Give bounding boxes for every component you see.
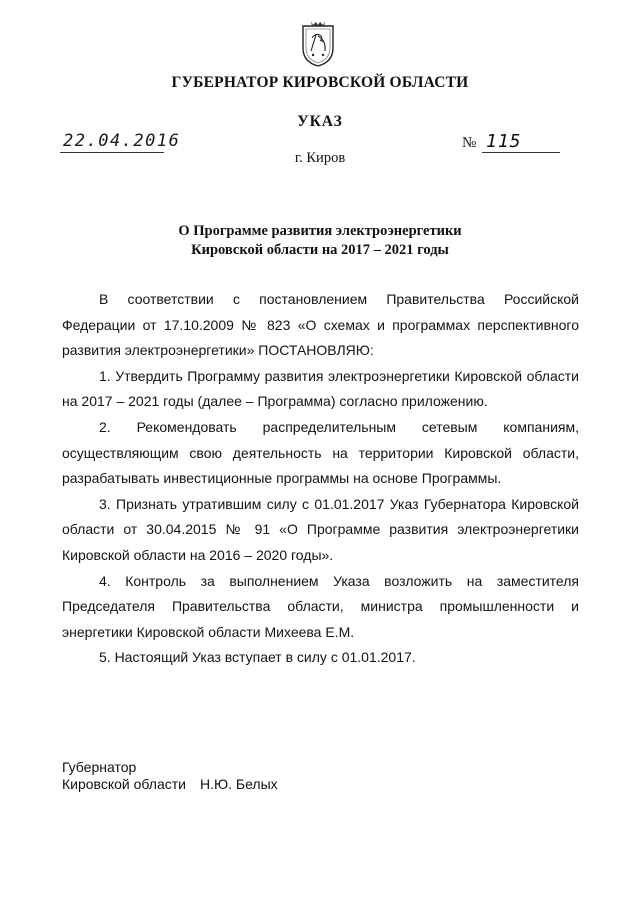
body-item: 4. Контроль за выполнением Указа возложить на заместителя Председателя Правительства области, министра промышленности и энергетики Кировской области Михеева Е.М.: [62, 572, 579, 640]
document-date: 22.04.2016: [63, 131, 181, 151]
signatory-org: Кировской области: [62, 776, 186, 792]
body-item: 1. Утвердить Программу развития электроэнергетики Кировской области на 2017 – 2021 годы (далее – Программа) согласно приложению.: [62, 367, 579, 410]
signatory-name: Н.Ю. Белых: [200, 776, 278, 792]
city: г. Киров: [294, 150, 346, 166]
document-type: УКАЗ: [297, 113, 343, 130]
body-item: 5. Настоящий Указ вступает в силу с 01.01.2017.: [99, 649, 416, 666]
body-item: 3. Признать утратившим силу с 01.01.2017 Указ Губернатора Кировской области от 30.04.2015 № 91 «О Программе развития электроэнергетики Кировской области на 2016 – 2020 годы».: [62, 495, 579, 563]
coat-of-arms-icon: [299, 18, 337, 68]
preamble: В соответствии с постановлением Правительства Российской Федерации от 17.10.2009 № 823 «О схемах и программах перспективного развития электроэнергетики» ПОСТАНОВЛЯЮ:: [62, 291, 579, 359]
document-subject: [0, 222, 640, 260]
body-item: 2. Рекомендовать распределительным сетевым компаниям, осуществляющим свою деятельность на территории Кировской области, разрабатывать инвестиционные программы на основе Программы.: [62, 418, 579, 487]
document-number: 115: [486, 131, 522, 152]
document-body: [62, 287, 579, 671]
signatory-title: Губернатор: [62, 759, 137, 775]
subject-line: Кировской области на 2017 – 2021 годы: [191, 242, 449, 258]
number-sign: №: [462, 135, 477, 151]
issuer-title: ГУБЕРНАТОР КИРОВСКОЙ ОБЛАСТИ: [171, 74, 469, 91]
subject-line: О Программе развития электроэнергетики: [178, 223, 462, 239]
